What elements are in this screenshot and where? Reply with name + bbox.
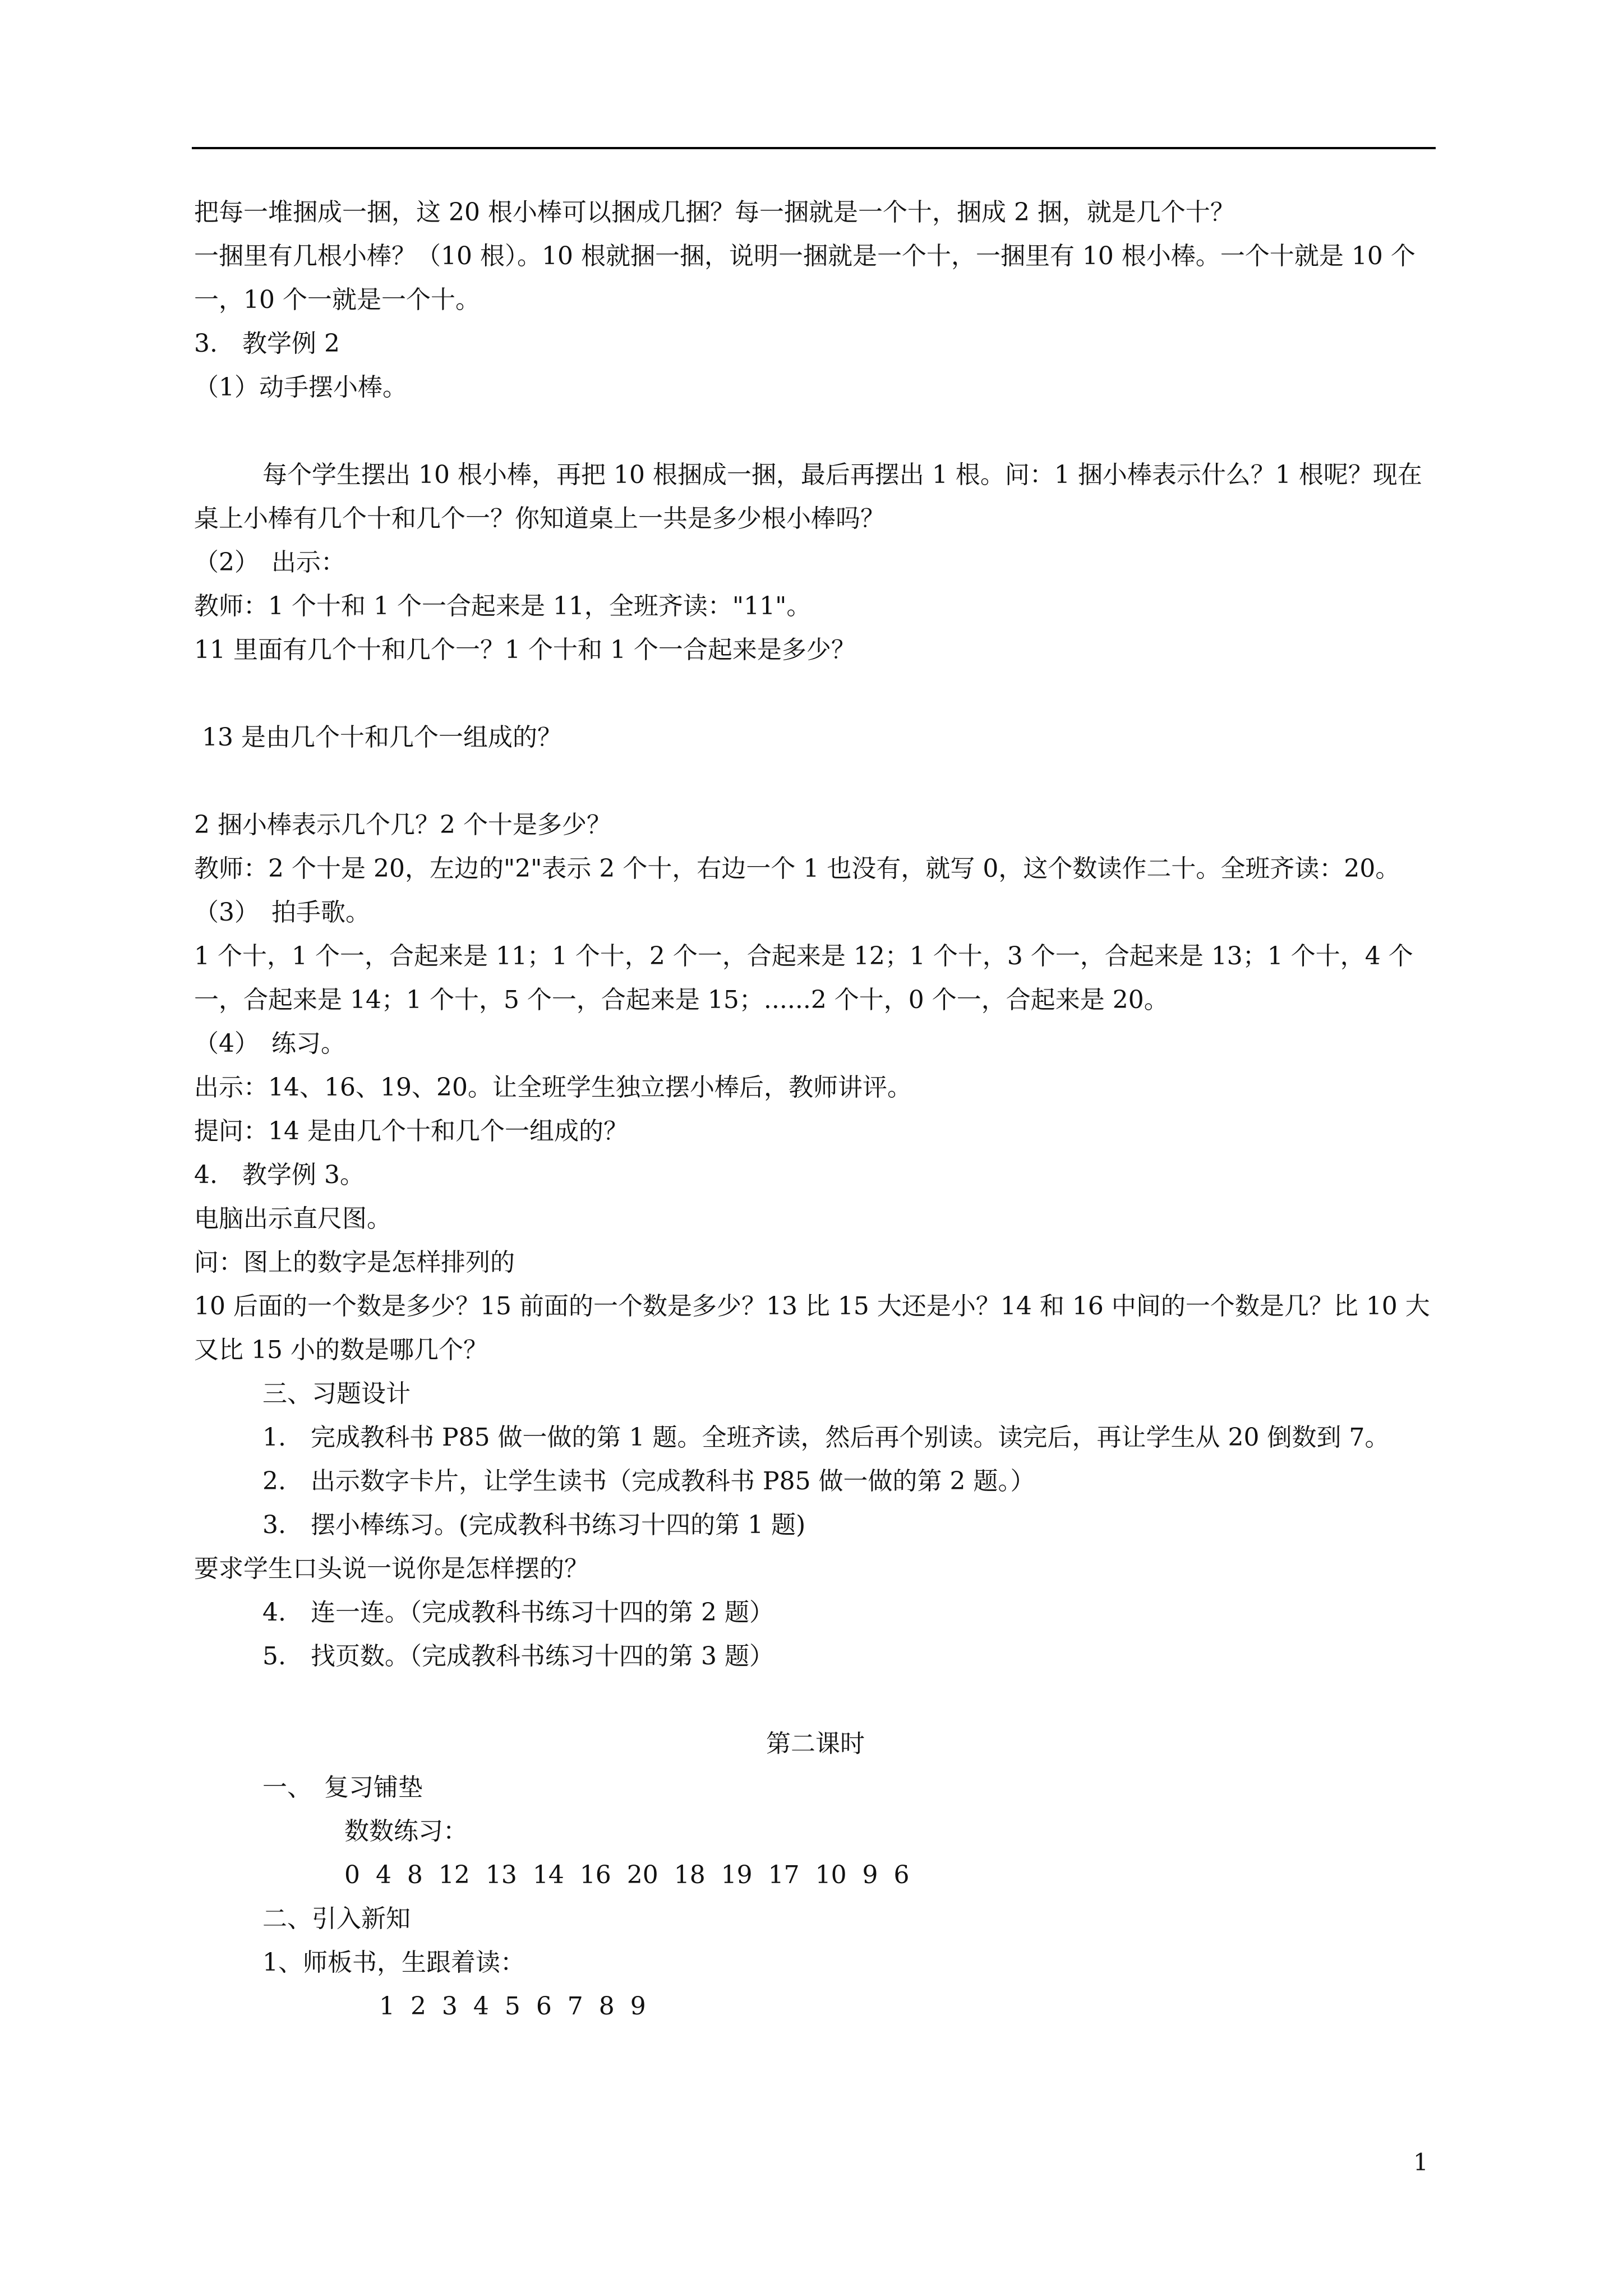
paragraph: 11 里面有几个十和几个一？1 个十和 1 个一合起来是多少？ [194, 636, 856, 664]
number-sequence: 1 2 3 4 5 6 7 8 9 [379, 1992, 646, 2021]
paragraph: 提问：14 是由几个十和几个一组成的？ [194, 1117, 628, 1145]
number-sequence: 0 4 8 12 13 14 16 20 18 19 17 10 9 6 [344, 1861, 910, 1889]
paragraph: （3） 拍手歌。 [194, 898, 370, 927]
paragraph: 1、师板书，生跟着读： [262, 1948, 525, 1977]
paragraph: 13 是由几个十和几个一组成的？ [194, 723, 562, 752]
section-heading: 三、习题设计 [262, 1379, 411, 1408]
paragraph: 教师：1 个十和 1 个一合起来是 11，全班齐读："11"。 [194, 592, 811, 620]
blank-line [194, 672, 1437, 716]
paragraph: （4） 练习。 [194, 1029, 345, 1058]
section-heading: 一、 复习铺垫 [262, 1773, 423, 1802]
paragraph: 把每一堆捆成一捆，这 20 根小棒可以捆成几捆？每一捆就是一个十，捆成 2 捆，就是几个十？ [194, 198, 1235, 227]
paragraph: 2 捆小棒表示几个几？2 个十是多少？ [194, 811, 611, 839]
header-rule [192, 147, 1436, 149]
document-body [194, 191, 1437, 2028]
paragraph: 4. 教学例 3。 [194, 1161, 365, 1189]
paragraph: 1 个十，1 个一，合起来是 11；1 个十，2 个一，合起来是 12；1 个十，3 个一，合起来是 13；1 个十，4 个一，合起来是 14；1 个十，5 个一，合起来是 15；......2 个十，0 个一，合起来是 20。 [194, 942, 1413, 1014]
section-heading: 二、引入新知 [262, 1904, 411, 1933]
paragraph: 要求学生口头说一说你是怎样摆的？ [194, 1554, 589, 1583]
paragraph: 3. 摆小棒练习。(完成教科书练习十四的第 1 题) [262, 1511, 806, 1539]
paragraph: 一捆里有几根小棒？（10 根）。10 根就捆一捆，说明一捆就是一个十，一捆里有 10 根小棒。一个十就是 10 个一，10 个一就是一个十。 [194, 242, 1415, 314]
blank-line [194, 760, 1437, 803]
lesson-title: 第二课时 [766, 1729, 865, 1758]
paragraph: （1）动手摆小棒。 [194, 373, 407, 402]
paragraph: 数数练习： [344, 1817, 468, 1846]
paragraph: （2） 出示： [194, 548, 345, 577]
paragraph: 1. 完成教科书 P85 做一做的第 1 题。全班齐读，然后再个别读。读完后，再让学生从 20 倒数到 7。 [262, 1423, 1390, 1452]
blank-line [194, 409, 1437, 453]
paragraph: 10 后面的一个数是多少？15 前面的一个数是多少？13 比 15 大还是小？14 和 16 中间的一个数是几？比 10 大又比 15 小的数是哪几个？ [194, 1292, 1430, 1364]
blank-line [194, 1678, 1437, 1722]
paragraph: 出示：14、16、19、20。让全班学生独立摆小棒后，教师讲评。 [194, 1073, 912, 1102]
paragraph: 电脑出示直尺图。 [194, 1204, 391, 1233]
paragraph: 每个学生摆出 10 根小棒，再把 10 根捆成一捆，最后再摆出 1 根。问：1 捆小棒表示什么？1 根呢？现在桌上小棒有几个十和几个一？你知道桌上一共是多少根小棒吗？ [194, 461, 1422, 533]
paragraph: 3. 教学例 2 [194, 329, 340, 358]
paragraph: 2. 出示数字卡片，让学生读书（完成教科书 P85 做一做的第 2 题。） [262, 1467, 1035, 1496]
paragraph: 问：图上的数字是怎样排列的 [194, 1248, 515, 1277]
page-number: 1 [1413, 2148, 1428, 2176]
paragraph: 4. 连一连。（完成教科书练习十四的第 2 题） [262, 1598, 774, 1627]
paragraph: 教师：2 个十是 20，左边的"2"表示 2 个十，右边一个 1 也没有，就写 0，这个数读作二十。全班齐读：20。 [194, 854, 1400, 883]
paragraph: 5. 找页数。（完成教科书练习十四的第 3 题） [262, 1642, 774, 1671]
